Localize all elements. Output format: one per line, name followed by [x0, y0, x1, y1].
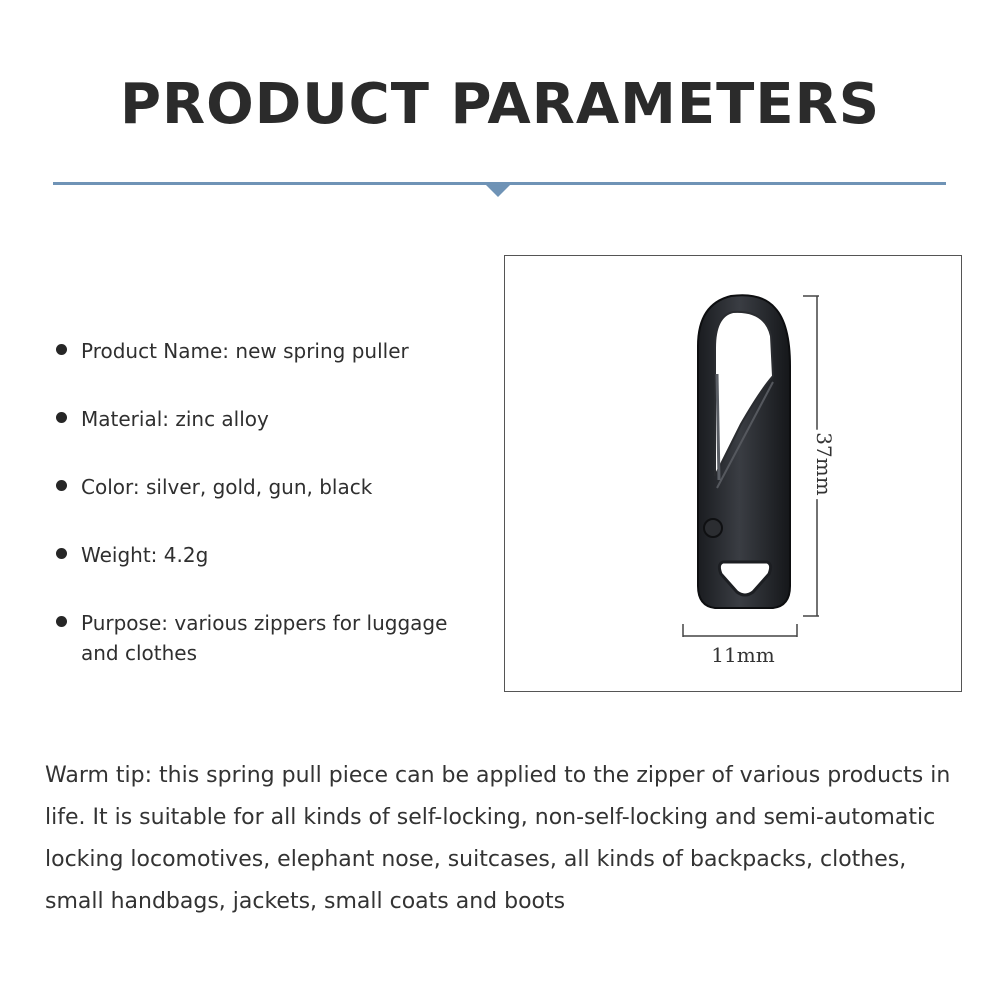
- param-weight: [56, 540, 476, 570]
- param-product-name: [56, 336, 476, 366]
- parameter-list: [56, 336, 476, 668]
- param-text: Material: zinc alloy: [81, 407, 269, 431]
- bullet-icon: [56, 548, 67, 559]
- product-image-frame: [504, 255, 962, 692]
- param-text: Product Name: new spring puller: [81, 339, 409, 363]
- width-label: 11mm: [711, 643, 775, 667]
- divider-notch: [484, 183, 512, 197]
- bullet-icon: [56, 344, 67, 355]
- zipper-puller-image: [505, 256, 963, 693]
- bullet-icon: [56, 616, 67, 627]
- param-text: Weight: 4.2g: [81, 543, 209, 567]
- warm-tip-text: Warm tip: this spring pull piece can be applied to the zipper of various products in life. It is suitable for all kinds of self-locking, non-self-locking and semi-automatic locking locomotives, elephant nose, suitcases, all kinds of backpacks, clothes, small handbags, jackets, small coats and boots: [45, 763, 951, 914]
- bullet-icon: [56, 412, 67, 423]
- param-text: Purpose: various zippers for luggage and clothes: [81, 611, 448, 665]
- page-title: PRODUCT PARAMETERS: [119, 72, 881, 137]
- param-purpose: [56, 608, 476, 668]
- param-color: [56, 472, 476, 502]
- height-label: 37mm: [812, 432, 836, 496]
- param-material: [56, 404, 476, 434]
- param-text: Color: silver, gold, gun, black: [81, 475, 373, 499]
- bullet-icon: [56, 480, 67, 491]
